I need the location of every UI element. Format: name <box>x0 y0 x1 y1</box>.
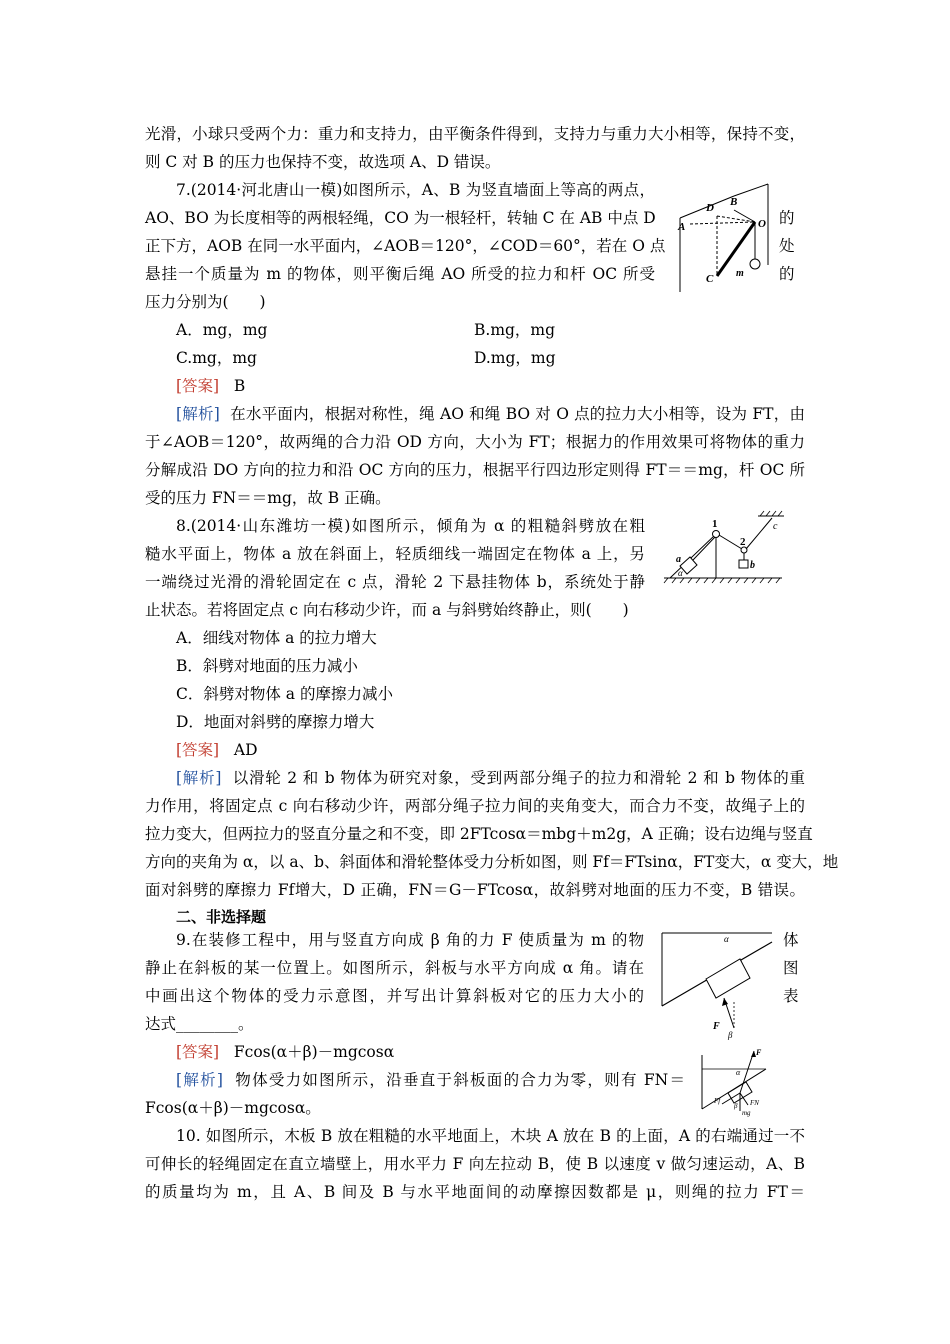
q7-label-C: C <box>706 273 714 285</box>
q7-analysis-row-1 <box>176 400 805 428</box>
q8-analysis-line-2: 力作用，将固定点 c 向右移动少许，两部分绳子拉力间的夹角变大，而合力不变，故绳子上的 <box>145 797 805 815</box>
q7-stem-line-4: 悬挂一个质量为 m 的物体，则平衡后绳 AO 所受的拉力和杆 OC 所受 <box>145 265 655 283</box>
q8-analysis-line-1: 以滑轮 2 和 b 物体为研究对象，受到两部分绳子的拉力和滑轮 2 和 b 物体的重 <box>232 769 805 787</box>
q9-stem-line-2: 静止在斜板的某一位置上。如图所示，斜板与水平方向成 α 角。请在 <box>145 959 644 977</box>
q8-label-1: 1 <box>712 518 718 530</box>
q7-option-b: B.mg，mg <box>474 321 556 339</box>
q8-rope-to-c <box>746 518 772 549</box>
q9-label-F: F <box>713 1021 720 1032</box>
q9-analysis-line-2: Fcos(α＋β)－mgcosα。 <box>145 1099 321 1117</box>
q9-figure <box>658 930 776 1040</box>
q7-rope-AO <box>690 222 755 224</box>
q9a-label-mg: mg <box>742 1109 751 1117</box>
q8-stem-line-1: 8.(2014·山东潍坊一模)如图所示，倾角为 α 的粗糙斜劈放在粗 <box>176 517 645 535</box>
q9-force-F-arrow <box>722 998 728 1006</box>
q7-label-A: A <box>678 221 686 233</box>
q7-stem-line-3: 正下方，AOB 在同一水平面内，∠AOB＝120°，∠COD＝60°，若在 O 点 <box>145 237 666 255</box>
q7-answer-row <box>176 372 245 400</box>
q9a-label-beta: β <box>734 1102 738 1110</box>
q8-label-b: b <box>750 560 755 571</box>
q9-stem-line-2-end: 图 <box>783 959 799 977</box>
q9-answer-tag: [答案] <box>176 1043 220 1061</box>
q9-answer-value: Fcos(α＋β)－mgcosα <box>233 1043 395 1061</box>
q7-mass-ball <box>750 259 760 269</box>
q8-option-a: A．细线对物体 a 的拉力增大 <box>176 629 377 647</box>
q10-line-2: 可伸长的轻绳固定在直立墙壁上，用水平力 F 向左拉动 B，使 B 以速度 v 做匀速运动，A、B <box>145 1155 805 1173</box>
q8-answer-tag: [答案] <box>176 741 220 759</box>
q7-analysis-tag: [解析] <box>176 405 220 423</box>
q7-answer-tag: [答案] <box>176 377 220 395</box>
q8-label-c: c <box>773 521 778 532</box>
q9-answer-row <box>176 1038 394 1066</box>
q9-stem-line-1-end: 体 <box>783 931 799 949</box>
q7-label-O: O <box>758 218 766 230</box>
q7-stem-line-1: 7.(2014·河北唐山一模)如图所示，A、B 为竖直墙面上等高的两点， <box>176 181 655 199</box>
q8-analysis-line-5: 面对斜劈的摩擦力 Ff增大，D 正确，FN＝G－FTcosα，故斜劈对地面的压力不变，B 错误。 <box>145 881 805 899</box>
q7-label-m: m <box>736 268 744 279</box>
section-title-non-choice: 二、非选择题 <box>176 908 267 926</box>
q9-stem-line-3-end: 表 <box>783 987 799 1005</box>
q9-label-alpha: α <box>724 934 729 944</box>
q7-figure <box>672 180 780 295</box>
q10-line-1: 10. 如图所示，木板 B 放在粗糙的水平地面上，木块 A 放在 B 的上面，A 的右端通过一不 <box>176 1127 805 1145</box>
q7-stem-line-5: 压力分别为( ) <box>145 293 266 311</box>
q9-label-beta: β <box>728 1030 733 1040</box>
q7-analysis-line-2: 于∠AOB＝120°，故两绳的合力沿 OD 方向，大小为 FT；根据力的作用效果可将物体的重力 <box>145 433 805 451</box>
q8-option-d: D．地面对斜劈的摩擦力增大 <box>176 713 375 731</box>
q8-label-alpha: α <box>678 568 683 578</box>
q7-analysis-line-1: 在水平面内，根据对称性，绳 AO 和绳 BO 对 O 点的拉力大小相等，设为 FT，由 <box>230 405 805 423</box>
q7-stem-line-2: AO、BO 为长度相等的两根轻绳，CO 为一根轻杆，转轴 C 在 AB 中点 D <box>145 209 656 227</box>
q7-answer-value: B <box>233 377 246 395</box>
q7-stem-line-2-end: 的 <box>779 209 795 227</box>
q7-stem-line-4-end: 的 <box>779 265 795 283</box>
q9-stem-line-1: 9.在装修工程中，用与竖直方向成 β 角的力 F 使质量为 m 的物 <box>176 931 644 949</box>
q8-analysis-line-4: 方向的夹角为 α，以 a、b、斜面体和滑轮整体受力分析如图，则 Ff＝FTsinα，FT变大，α 变大，地 <box>145 853 839 871</box>
q8-answer-value: AD <box>233 741 258 759</box>
q6-text-line-2: 则 C 对 B 的压力也保持不变，故选项 A、D 错误。 <box>145 153 501 171</box>
q7-wall-top-edge-2 <box>734 184 768 196</box>
q7-option-d: D.mg，mg <box>474 349 556 367</box>
q8-rope-to-pulley2 <box>719 535 742 549</box>
q9-stem-line-3: 中画出这个物体的受力示意图，并写出计算斜板对它的压力大小的 <box>145 987 644 1005</box>
q10-line-3: 的质量均为 m，且 A、B 间及 B 与水平地面间的动摩擦因数都是 μ，则绳的拉力 FT＝ <box>145 1183 805 1201</box>
q7-option-a: A．mg，mg <box>176 321 268 339</box>
q8-ground-hatch <box>664 578 780 583</box>
q8-pulley-1 <box>713 531 720 538</box>
q9-block <box>706 959 750 998</box>
q7-option-c: C.mg，mg <box>176 349 257 367</box>
q8-analysis-tag: [解析] <box>176 769 222 787</box>
q8-ceiling-hatch <box>760 511 782 516</box>
q9-analysis-figure <box>700 1045 770 1117</box>
q9-analysis-tag: [解析] <box>176 1071 223 1089</box>
q9a-label-alpha: α <box>736 1068 741 1077</box>
q8-analysis-line-3: 拉力变大，但两拉力的竖直分量之和不变，即 2FTcosα＝mbg＋m2g，A 正确；设右边绳与竖直 <box>145 825 813 843</box>
q9a-label-F: F <box>756 1048 762 1057</box>
q9a-label-Ff: Ff <box>714 1097 721 1105</box>
q8-answer-row <box>176 736 258 764</box>
q7-stem-line-3-end: 处 <box>779 237 795 255</box>
q7-label-D: D <box>706 202 714 214</box>
q8-stem-line-4: 止状态。若将固定点 c 向右移动少许，而 a 与斜劈始终静止，则( ) <box>145 601 629 619</box>
q7-analysis-line-4: 受的压力 FN＝＝mg，故 B 正确。 <box>145 489 391 507</box>
q9-stem-line-4: 达式________。 <box>145 1015 254 1033</box>
q8-analysis-row-1 <box>176 764 805 792</box>
q9-analysis-row-1 <box>176 1066 685 1094</box>
q8-option-b: B．斜劈对地面的压力减小 <box>176 657 358 675</box>
q8-option-c: C．斜劈对物体 a 的摩擦力减小 <box>176 685 393 703</box>
q8-label-2: 2 <box>740 536 746 548</box>
q9a-label-FN: FN <box>750 1099 759 1107</box>
q8-stem-line-2: 糙水平面上，物体 a 放在斜面上，轻质细线一端固定在物体 a 上，另 <box>145 545 645 563</box>
q6-text-line-1: 光滑，小球只受两个力：重力和支持力，由平衡条件得到，支持力与重力大小相等，保持不变， <box>145 125 805 143</box>
q8-block-b <box>739 560 748 568</box>
q8-figure <box>660 508 785 584</box>
q8-label-a: a <box>676 554 681 565</box>
q9-analysis-line-1: 物体受力如图所示，沿垂直于斜板面的合力为零，则有 FN＝ <box>235 1071 685 1089</box>
q7-analysis-line-3: 分解成沿 DO 方向的拉力和沿 OC 方向的压力，根据平行四边形定则得 FT＝＝mg，杆 OC 所 <box>145 461 805 479</box>
q7-label-B: B <box>730 196 738 208</box>
q8-stem-line-3: 一端绕过光滑的滑轮固定在 c 点，滑轮 2 下悬挂物体 b，系统处于静 <box>145 573 645 591</box>
